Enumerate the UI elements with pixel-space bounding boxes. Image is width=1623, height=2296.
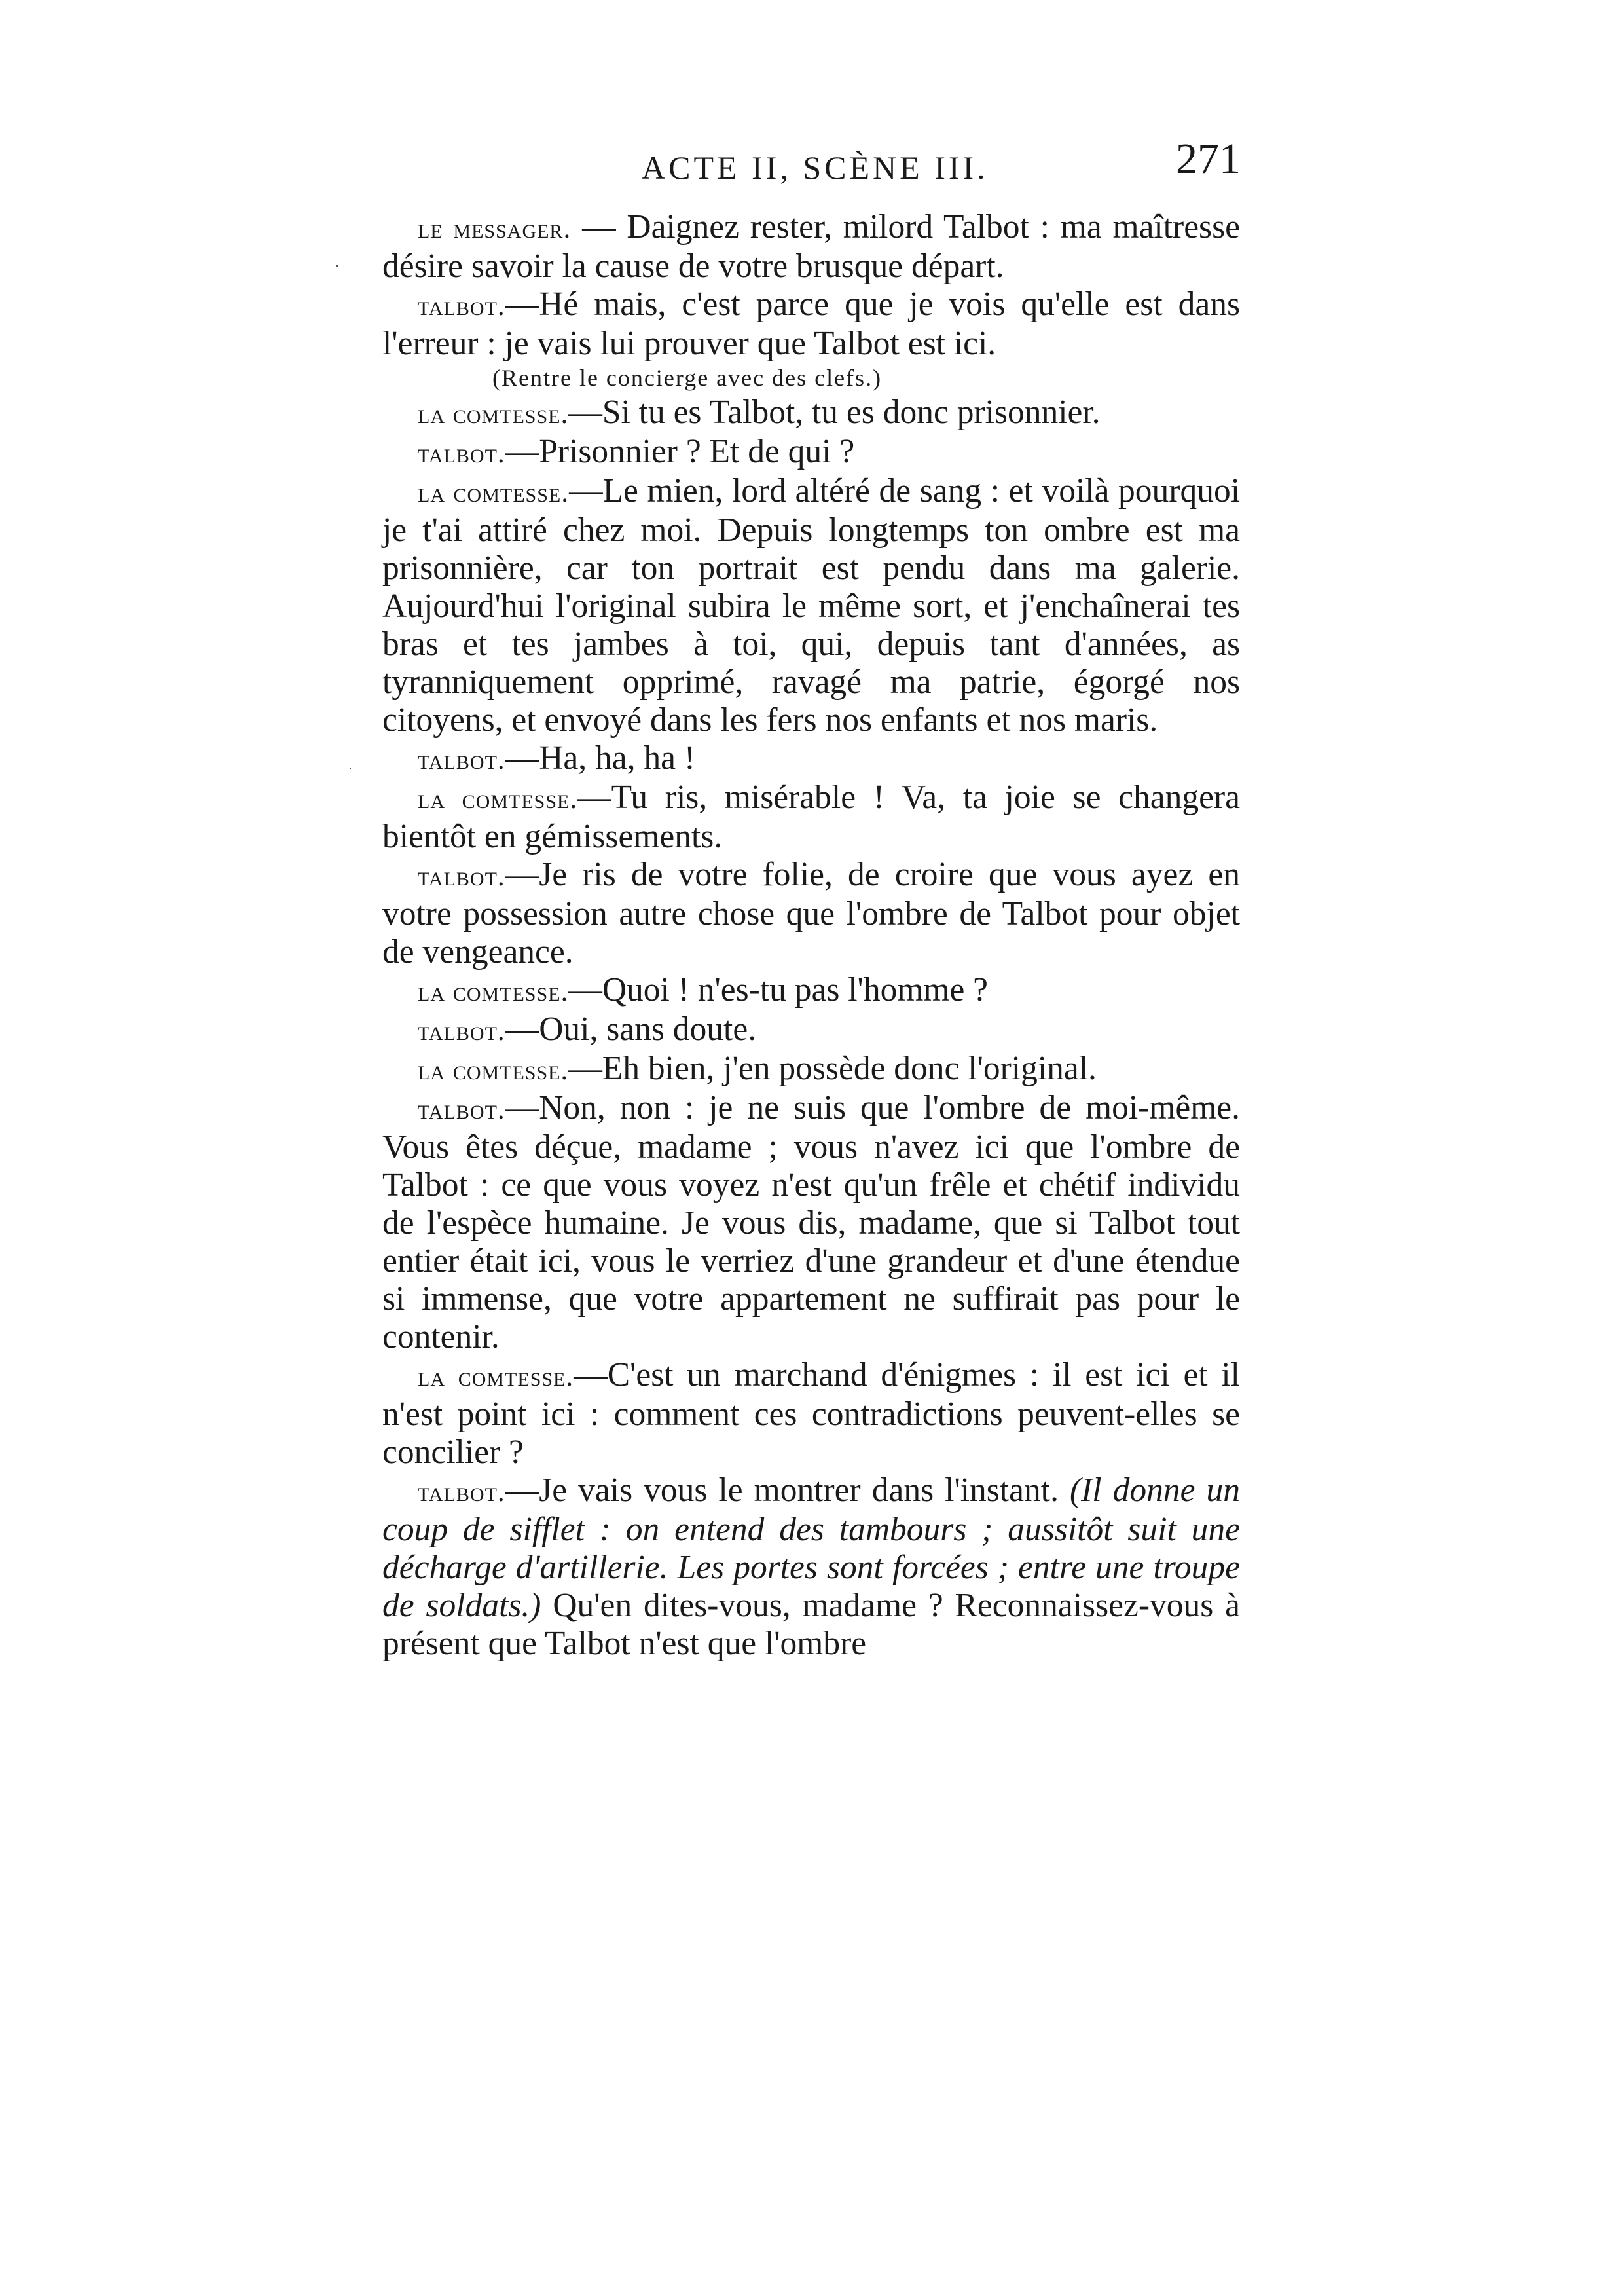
speech-text: —Le mien, lord altéré de sang : et voilà pourquoi je t'ai attiré chez moi. Depuis longtemps ton ombre est ma prisonnière, car ton portrait est pendu dans ma galerie. Aujourd'hui l'original subira le même sort, et j'enchaînerai tes bras et tes jambes à toi, qui, depuis tant d'années, as tyranniquement opprimé, ravagé ma patrie, égorgé nos citoyens, et envoyé dans les fers nos enfants et nos maris.: [382, 472, 1240, 739]
page-header: [386, 134, 1241, 193]
dialogue-paragraph: [382, 1050, 1240, 1089]
dialogue-paragraph: [382, 1356, 1240, 1472]
speaker-name: le messager.: [418, 213, 572, 244]
speaker-name: talbot.: [418, 1015, 505, 1046]
dialogue-paragraph: [382, 433, 1240, 472]
speech-text: Qu'en dites-vous, madame ? Reconnaissez-vous à présent que Talbot n'est que l'ombre: [382, 1587, 1240, 1662]
dialogue-text: [382, 208, 1240, 1663]
dialogue-paragraph: [382, 1089, 1240, 1356]
speaker-name: la comtesse.: [418, 783, 578, 815]
dialogue-paragraph: [382, 208, 1240, 286]
speech-text: —Hé mais, c'est parce que je vois qu'elle est dans l'erreur : je vais lui prouver que Talbot est ici.: [382, 286, 1240, 362]
speaker-name: talbot.: [418, 437, 505, 469]
dialogue-paragraph: [382, 286, 1240, 363]
speaker-name: talbot.: [418, 1476, 505, 1508]
speech-text: —Tu ris, misérable ! Va, ta joie se changera bientôt en gémissements.: [382, 779, 1241, 855]
speaker-name: la comtesse.: [418, 1054, 569, 1086]
dialogue-paragraph: [382, 779, 1240, 856]
page-number: 271: [1176, 135, 1241, 183]
speech-text: —Eh bien, j'en possède donc l'original.: [568, 1050, 1097, 1087]
stage-direction-inline: (Il donne un coup de sifflet : on entend des tambours ; aussitôt suit une décharge d'artillerie. Les portes sont forcées ; entre une troupe de soldats.): [382, 1472, 1241, 1624]
speech-text: — Daignez rester, milord Talbot : ma maîtresse désire savoir la cause de votre brusque départ.: [382, 208, 1241, 285]
speaker-name: talbot.: [418, 290, 505, 322]
dialogue-paragraph: [382, 472, 1240, 739]
margin-speck: [336, 265, 338, 267]
speech-text: —Prisonnier ? Et de qui ?: [505, 433, 855, 470]
speaker-name: talbot.: [418, 1094, 505, 1125]
speech-text: —Je vais vous le montrer dans l'instant.: [505, 1472, 1070, 1509]
speaker-name: la comtesse.: [418, 398, 569, 430]
speaker-name: la comtesse.: [418, 477, 570, 508]
speech-text: —Oui, sans doute.: [505, 1010, 757, 1048]
dialogue-paragraph: [382, 856, 1240, 971]
running-title: ACTE II, SCÈNE III.: [642, 149, 989, 186]
dialogue-paragraph: [382, 739, 1240, 779]
speech-text: —Non, non : je ne suis que l'ombre de moi-même. Vous êtes déçue, madame ; vous n'avez ici que l'ombre de Talbot : ce que vous voyez n'est qu'un frêle et chétif individu de l'espèce humaine. Je vous dis, madame, que si Talbot tout entier était ici, vous le verriez d'une grandeur et d'une étendue si immense, que votre appartement ne suffirait pas pour le contenir.: [382, 1089, 1240, 1356]
speaker-name: la comtesse.: [418, 976, 569, 1007]
speech-text: —Si tu es Talbot, tu es donc prisonnier.: [568, 394, 1101, 431]
speech-text: —Quoi ! n'es-tu pas l'homme ?: [568, 971, 989, 1009]
stage-direction: (Rentre le concierge avec des clefs.): [492, 365, 883, 391]
speaker-name: la comtesse.: [418, 1361, 574, 1392]
dialogue-paragraph: [382, 1010, 1240, 1050]
dialogue-paragraph: [382, 394, 1240, 433]
speech-text: —Je ris de votre folie, de croire que vous ayez en votre possession autre chose que l'ombre de Talbot pour objet de vengeance.: [382, 856, 1240, 971]
margin-speck: [350, 768, 351, 769]
dialogue-paragraph: [382, 1472, 1240, 1663]
speech-text: —Ha, ha, ha !: [505, 739, 696, 777]
speaker-name: talbot.: [418, 861, 505, 892]
speaker-name: talbot.: [418, 744, 505, 775]
dialogue-paragraph: [382, 971, 1240, 1010]
speech-text: —C'est un marchand d'énigmes : il est ici et il n'est point ici : comment ces contradictions peuvent-elles se concilier ?: [382, 1356, 1240, 1471]
